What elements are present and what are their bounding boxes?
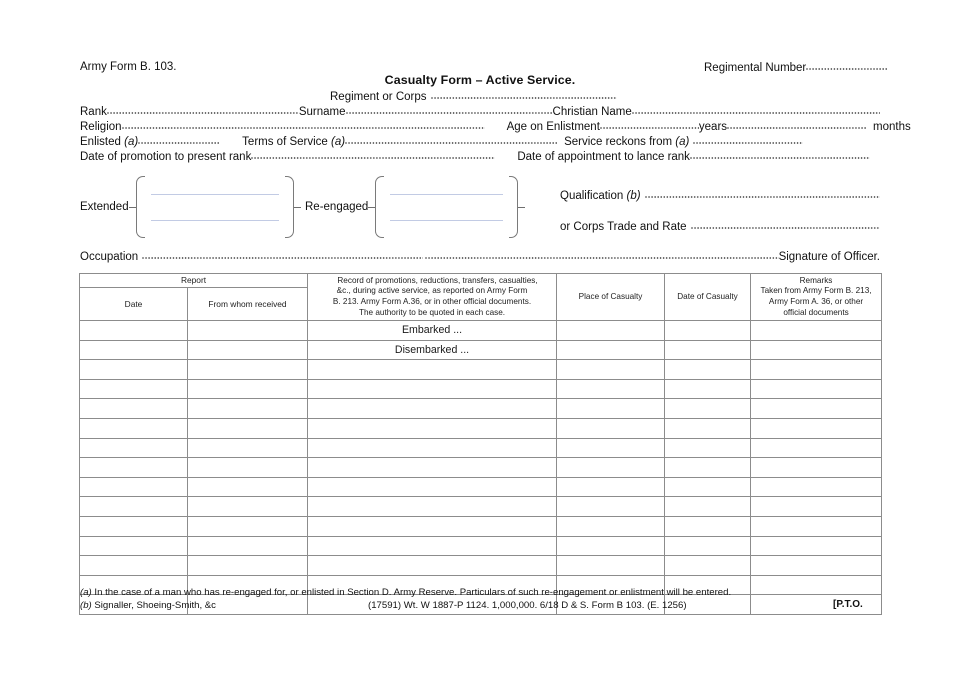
cell-record[interactable] — [308, 556, 557, 576]
header-remarks-line-1: Remarks — [799, 275, 833, 285]
cell-column-2[interactable] — [188, 399, 308, 419]
cell-column-4[interactable] — [557, 418, 665, 438]
surname-leader[interactable] — [346, 104, 553, 115]
religion-leader[interactable] — [122, 119, 485, 130]
cell-column-6[interactable] — [751, 575, 882, 595]
cell-column-1[interactable] — [80, 360, 188, 380]
cell-column-6[interactable] — [751, 536, 882, 556]
table-row — [80, 556, 882, 576]
cell-column-5[interactable] — [665, 360, 751, 380]
corps-trade-rate-field — [560, 219, 880, 234]
enlisted-note-marker: (a) — [124, 136, 139, 148]
header-remarks-line-3: Army Form A. 36, or other — [768, 297, 864, 306]
service-reckons-note-marker: (a) — [675, 136, 690, 148]
header-date-of-casualty: Date of Casualty — [665, 274, 751, 321]
table-header — [80, 274, 882, 321]
cell-column-2[interactable] — [188, 497, 308, 517]
table-row — [80, 438, 882, 458]
cell-column-6[interactable] — [751, 321, 882, 341]
cell-column-1[interactable] — [80, 477, 188, 497]
years-label: years — [698, 121, 728, 133]
table-header-row-top — [80, 274, 882, 288]
table-row — [80, 536, 882, 556]
table-row — [80, 360, 882, 380]
footnote-b — [80, 599, 216, 613]
header-remarks-line-2: Taken from Army Form B. 213, — [760, 286, 872, 296]
age-months-leader[interactable] — [727, 119, 867, 130]
cell-column-6[interactable] — [751, 360, 882, 380]
corps-trade-rate-label: or Corps Trade and Rate — [560, 221, 687, 233]
pto-marker: [P.T.O. — [833, 599, 863, 610]
cell-column-1[interactable] — [80, 321, 188, 341]
table-row — [80, 340, 882, 360]
cell-record[interactable] — [308, 477, 557, 497]
cell-record[interactable] — [308, 418, 557, 438]
cell-record[interactable] — [308, 497, 557, 517]
footnote-b-marker: (b) — [80, 600, 92, 611]
header-record-line-3: B. 213. Army Form A.36, or in other official documents. — [332, 297, 532, 306]
cell-record[interactable] — [308, 379, 557, 399]
corps-trade-rate-leader[interactable] — [691, 219, 880, 230]
occupation-leader[interactable] — [142, 249, 423, 260]
age-years-leader[interactable] — [600, 119, 699, 130]
cell-column-2[interactable] — [188, 477, 308, 497]
service-reckons-from-label: Service reckons from (a) — [564, 136, 690, 148]
header-record-line-1: Record of promotions, reductions, transfers, casualties, — [337, 275, 538, 285]
extended-field-line-1 — [151, 194, 279, 195]
cell-column-4[interactable] — [557, 516, 665, 536]
enlisted-terms-service-row — [80, 134, 870, 149]
cell-record[interactable]: Disembarked ... — [308, 340, 557, 360]
surname-label: Surname — [298, 106, 346, 118]
cell-column-5[interactable] — [665, 418, 751, 438]
cell-column-2[interactable] — [188, 556, 308, 576]
cell-column-1[interactable] — [80, 418, 188, 438]
cell-column-6[interactable] — [751, 418, 882, 438]
cell-column-2[interactable] — [188, 516, 308, 536]
footnote-a — [80, 586, 731, 600]
cell-column-6[interactable] — [751, 556, 882, 576]
extended-group — [80, 172, 301, 242]
cell-column-4[interactable] — [557, 340, 665, 360]
terms-of-service-note-marker: (a) — [331, 136, 346, 148]
christian-name-label: Christian Name — [552, 106, 632, 118]
cell-column-1[interactable] — [80, 438, 188, 458]
cell-column-2[interactable] — [188, 438, 308, 458]
table-row — [80, 516, 882, 536]
date-of-appointment-leader[interactable] — [690, 149, 870, 160]
cell-column-1[interactable] — [80, 536, 188, 556]
table-row — [80, 399, 882, 419]
footnote-a-text: In the case of a man who has re-engaged for, or enlisted in Section D. Army Reserve. Particulars of such re-engagement or enlistment will be entered. — [91, 587, 732, 598]
date-of-appointment-label: Date of appointment to lance rank — [517, 151, 690, 163]
cell-column-6[interactable] — [751, 379, 882, 399]
cell-column-1[interactable] — [80, 399, 188, 419]
header-record-of-promotions — [308, 274, 557, 321]
cell-column-4[interactable] — [557, 438, 665, 458]
qualification-field — [560, 188, 880, 203]
qualification-note-marker: (b) — [626, 190, 641, 202]
qualification-leader[interactable] — [645, 188, 880, 199]
header-record-line-4: The authority to be quoted in each case. — [358, 307, 506, 317]
cell-column-1[interactable] — [80, 379, 188, 399]
table-row — [80, 379, 882, 399]
table-row — [80, 497, 882, 517]
cell-column-2[interactable] — [188, 321, 308, 341]
cell-column-1[interactable] — [80, 340, 188, 360]
cell-column-4[interactable] — [557, 556, 665, 576]
cell-record[interactable]: Embarked ... — [308, 321, 557, 341]
table-row — [80, 477, 882, 497]
cell-column-6[interactable] — [751, 516, 882, 536]
cell-column-6[interactable] — [751, 458, 882, 478]
cell-column-1[interactable] — [80, 516, 188, 536]
regiment-or-corps-field — [330, 89, 617, 104]
extended-brace-right-icon — [285, 176, 294, 238]
extended-label: Extended — [80, 201, 129, 213]
cell-column-5[interactable] — [665, 556, 751, 576]
extended-field-line-2 — [151, 220, 279, 221]
header-record-line-2: &c., during active service, as reported on Army Form — [336, 286, 528, 296]
cell-column-6[interactable] — [751, 497, 882, 517]
extended-brace-dash — [129, 207, 136, 208]
cell-column-5[interactable] — [665, 477, 751, 497]
cell-column-2[interactable] — [188, 536, 308, 556]
cell-record[interactable] — [308, 536, 557, 556]
re-engaged-field-line-2 — [390, 220, 503, 221]
table-row — [80, 321, 882, 341]
cell-column-6[interactable] — [751, 477, 882, 497]
re-engaged-label: Re-engaged — [305, 201, 369, 213]
cell-record[interactable] — [308, 458, 557, 478]
re-engaged-field[interactable] — [384, 176, 509, 238]
cell-column-5[interactable] — [665, 399, 751, 419]
qualification-label: Qualification (b) — [560, 190, 641, 202]
religion-age-row — [80, 119, 911, 134]
header-date: Date — [80, 288, 188, 321]
cell-column-1[interactable] — [80, 497, 188, 517]
extended-field[interactable] — [145, 176, 285, 238]
cell-column-5[interactable] — [665, 516, 751, 536]
cell-column-4[interactable] — [557, 497, 665, 517]
cell-column-4[interactable] — [557, 360, 665, 380]
cell-record[interactable] — [308, 360, 557, 380]
re-engaged-group — [305, 172, 525, 242]
cell-column-2[interactable] — [188, 340, 308, 360]
header-report: Report — [80, 274, 308, 288]
table-body — [80, 321, 882, 615]
age-on-enlistment-label: Age on Enlistment — [506, 121, 600, 133]
rank-label: Rank — [80, 106, 107, 118]
months-label: months — [873, 121, 911, 133]
christian-name-leader[interactable] — [632, 104, 880, 115]
cell-column-2[interactable] — [188, 379, 308, 399]
enlisted-label: Enlisted (a) — [80, 136, 139, 148]
cell-record[interactable] — [308, 516, 557, 536]
extended-brace-left-icon — [136, 176, 145, 238]
terms-of-service-leader[interactable] — [345, 134, 558, 145]
cell-record[interactable] — [308, 399, 557, 419]
header-place-of-casualty: Place of Casualty — [557, 274, 665, 321]
header-remarks — [751, 274, 882, 321]
regiment-or-corps-label: Regiment or Corps — [330, 91, 427, 103]
cell-column-4[interactable] — [557, 458, 665, 478]
cell-column-5[interactable] — [665, 379, 751, 399]
cell-column-4[interactable] — [557, 399, 665, 419]
re-engaged-brace-right-icon — [509, 176, 518, 238]
service-reckons-from-leader[interactable] — [693, 134, 803, 145]
cell-column-4[interactable] — [557, 379, 665, 399]
cell-column-1[interactable] — [80, 458, 188, 478]
cell-column-5[interactable] — [665, 438, 751, 458]
cell-column-5[interactable] — [665, 458, 751, 478]
date-of-promotion-label: Date of promotion to present rank — [80, 151, 252, 163]
cell-column-4[interactable] — [557, 321, 665, 341]
header-from-whom-received: From whom received — [188, 288, 308, 321]
header-remarks-line-4: official documents — [783, 307, 849, 317]
enlisted-leader[interactable] — [138, 134, 220, 145]
rank-leader[interactable] — [107, 104, 299, 115]
cell-column-6[interactable] — [751, 340, 882, 360]
table-row — [80, 418, 882, 438]
cell-column-5[interactable] — [665, 340, 751, 360]
date-of-promotion-leader[interactable] — [251, 149, 495, 160]
re-engaged-brace-dash-right — [518, 207, 525, 208]
cell-column-1[interactable] — [80, 556, 188, 576]
promotion-appointment-row — [80, 149, 870, 164]
cell-column-6[interactable] — [751, 438, 882, 458]
cell-column-5[interactable] — [665, 497, 751, 517]
re-engaged-brace-dash — [368, 207, 375, 208]
form-code-label — [80, 60, 177, 74]
casualty-record-table — [79, 273, 882, 615]
signature-leader[interactable] — [425, 249, 779, 260]
signature-of-officer-field — [425, 249, 880, 264]
regimental-number-label: Regimental Number — [704, 62, 807, 74]
cell-column-2[interactable] — [188, 458, 308, 478]
regimental-number-leader[interactable] — [806, 60, 888, 71]
religion-label: Religion — [80, 121, 122, 133]
cell-column-5[interactable] — [665, 321, 751, 341]
cell-column-5[interactable] — [665, 536, 751, 556]
print-code: (17591) Wt. W 1887-P 1124. 1,000,000. 6/18 D & S. Form B 103. (E. 1256) — [368, 600, 687, 611]
cell-column-4[interactable] — [557, 536, 665, 556]
cell-column-6[interactable] — [751, 399, 882, 419]
re-engaged-brace-left-icon — [375, 176, 384, 238]
cell-column-4[interactable] — [557, 477, 665, 497]
re-engaged-field-line-1 — [390, 194, 503, 195]
table-row — [80, 458, 882, 478]
cell-column-2[interactable] — [188, 418, 308, 438]
occupation-field — [80, 249, 423, 264]
page-title: Casualty Form – Active Service. — [384, 73, 576, 87]
extended-brace-dash-right — [294, 207, 301, 208]
footnote-b-text: Signaller, Shoeing-Smith, &c — [91, 600, 216, 611]
regiment-or-corps-leader[interactable] — [431, 89, 617, 100]
signature-of-officer-label: Signature of Officer. — [778, 251, 880, 263]
terms-of-service-label: Terms of Service (a) — [242, 136, 346, 148]
cell-record[interactable] — [308, 438, 557, 458]
footnote-a-marker: (a) — [80, 587, 92, 598]
rank-surname-christian-row — [80, 104, 880, 119]
occupation-label: Occupation — [80, 251, 139, 263]
form-code-text: Army Form B. 103. — [80, 61, 177, 73]
cell-column-2[interactable] — [188, 360, 308, 380]
